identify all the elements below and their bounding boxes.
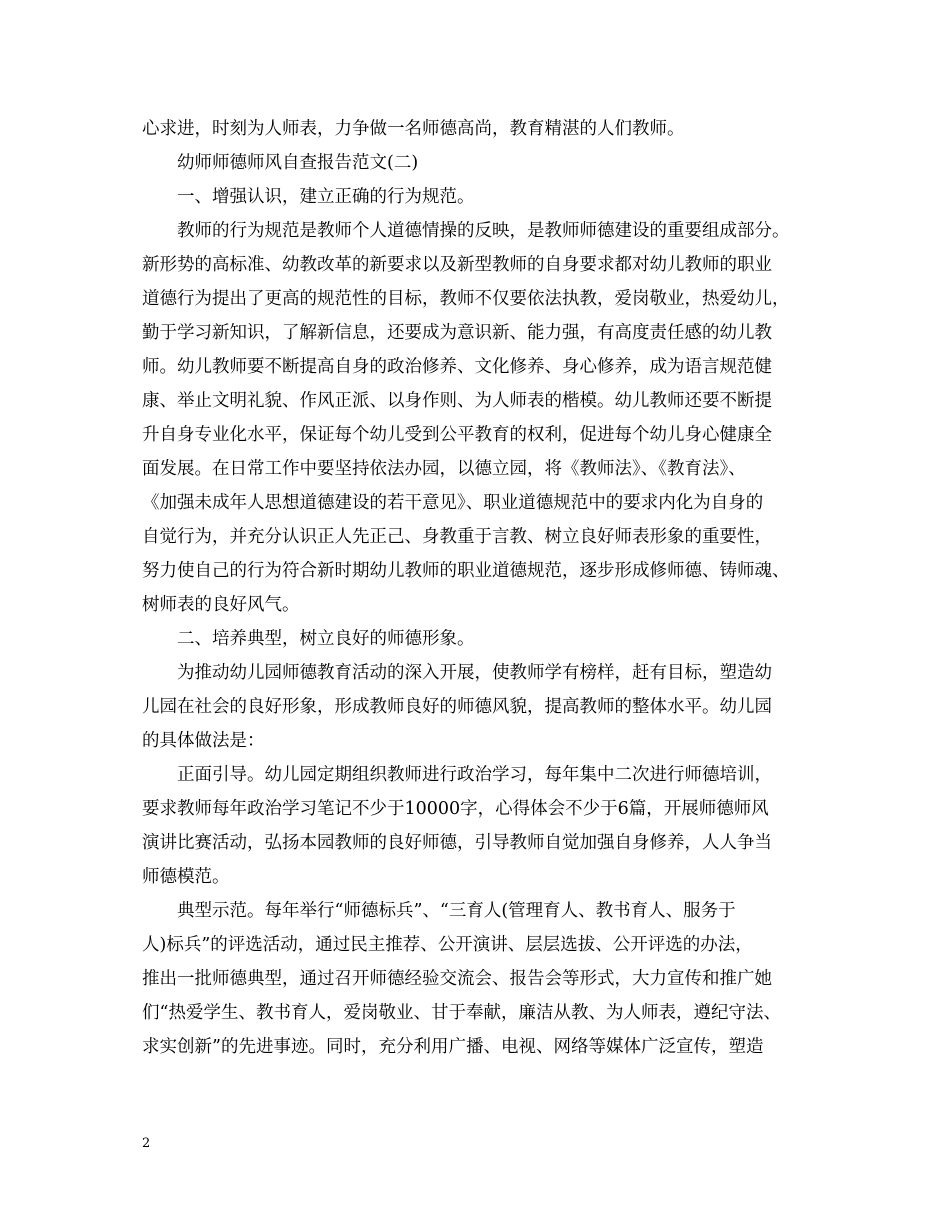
text-line: 推出一批师德典型，通过召开师德经验交流会、报告会等形式，大力宣传和推广她 xyxy=(142,969,772,989)
section-heading: 一、增强认识，建立正确的行为规范。 xyxy=(177,187,475,207)
text-line: 要求教师每年政治学习笔记不少于10000字，心得体会不少于6篇，开展师德师风 xyxy=(142,799,769,819)
text-line: 儿园在社会的良好形象，形成教师良好的师德风貌，提高教师的整体水平。幼儿园 xyxy=(142,697,772,717)
text-line: 道德行为提出了更高的规范性的目标，教师不仅要依法执教，爱岗敬业，热爱幼儿， xyxy=(142,289,790,309)
text-line: 教师的行为规范是教师个人道德情操的反映，是教师师德建设的重要组成部分。 xyxy=(177,221,790,241)
section-heading: 二、培养典型，树立良好的师德形象。 xyxy=(177,629,475,649)
text-line: 为推动幼儿园师德教育活动的深入开展，使教师学有榜样，赶有目标，塑造幼 xyxy=(177,663,772,683)
text-line: 们“热爱学生、教书育人，爱岗敬业、甘于奉献，廉洁从教、为人师表，遵纪守法、 xyxy=(142,1003,781,1023)
text-line: 《加强未成年人思想道德建设的若干意见》、职业道德规范中的要求内化为自身的 xyxy=(142,493,764,513)
section-title: 幼师师德师风自查报告范文(二) xyxy=(177,153,419,173)
text-line: 师。幼儿教师要不断提高自身的政治修养、文化修养、身心修养，成为语言规范健 xyxy=(142,357,772,377)
text-line: 新形势的高标准、幼教改革的新要求以及新型教师的自身要求都对幼儿教师的职业 xyxy=(142,255,772,275)
text-line: 康、举止文明礼貌、作风正派、以身作则、为人师表的楷模。幼儿教师还要不断提 xyxy=(142,391,772,411)
text-line: 典型示范。每年举行“师德标兵”、“三育人(管理育人、教书育人、服务于 xyxy=(177,901,736,921)
text-line: 努力使自己的行为符合新时期幼儿教师的职业道德规范，逐步形成修师德、铸师魂、 xyxy=(142,561,790,581)
text-line: 心求进，时刻为人师表，力争做一名师德高尚，教育精湛的人们教师。 xyxy=(142,119,685,139)
text-line: 升自身专业化水平，保证每个幼儿受到公平教育的权利，促进每个幼儿身心健康全 xyxy=(142,425,772,445)
text-line: 演讲比赛活动，弘扬本园教师的良好师德，引导教师自觉加强自身修养，人人争当 xyxy=(142,833,772,853)
text-line: 树师表的良好风气。 xyxy=(142,595,300,615)
text-line: 自觉行为，并充分认识正人先正己、身教重于言教、树立良好师表形象的重要性， xyxy=(142,527,772,547)
text-line: 的具体做法是： xyxy=(142,731,265,751)
text-line: 求实创新”的先进事迹。同时，充分利用广播、电视、网络等媒体广泛宣传，塑造 xyxy=(142,1037,764,1057)
text-line: 人)标兵”的评选活动，通过民主推荐、公开演讲、层层选拔、公开评选的办法， xyxy=(142,935,753,955)
page-number: 2 xyxy=(142,1136,151,1151)
text-line: 正面引导。幼儿园定期组织教师进行政治学习，每年集中二次进行师德培训， xyxy=(177,765,772,785)
text-line: 师德模范。 xyxy=(142,867,230,887)
text-line: 面发展。在日常工作中要坚持依法办园，以德立园，将《教师法》、《教育法》、 xyxy=(142,459,746,479)
text-line: 勤于学习新知识，了解新信息，还要成为意识新、能力强，有高度责任感的幼儿教 xyxy=(142,323,772,343)
